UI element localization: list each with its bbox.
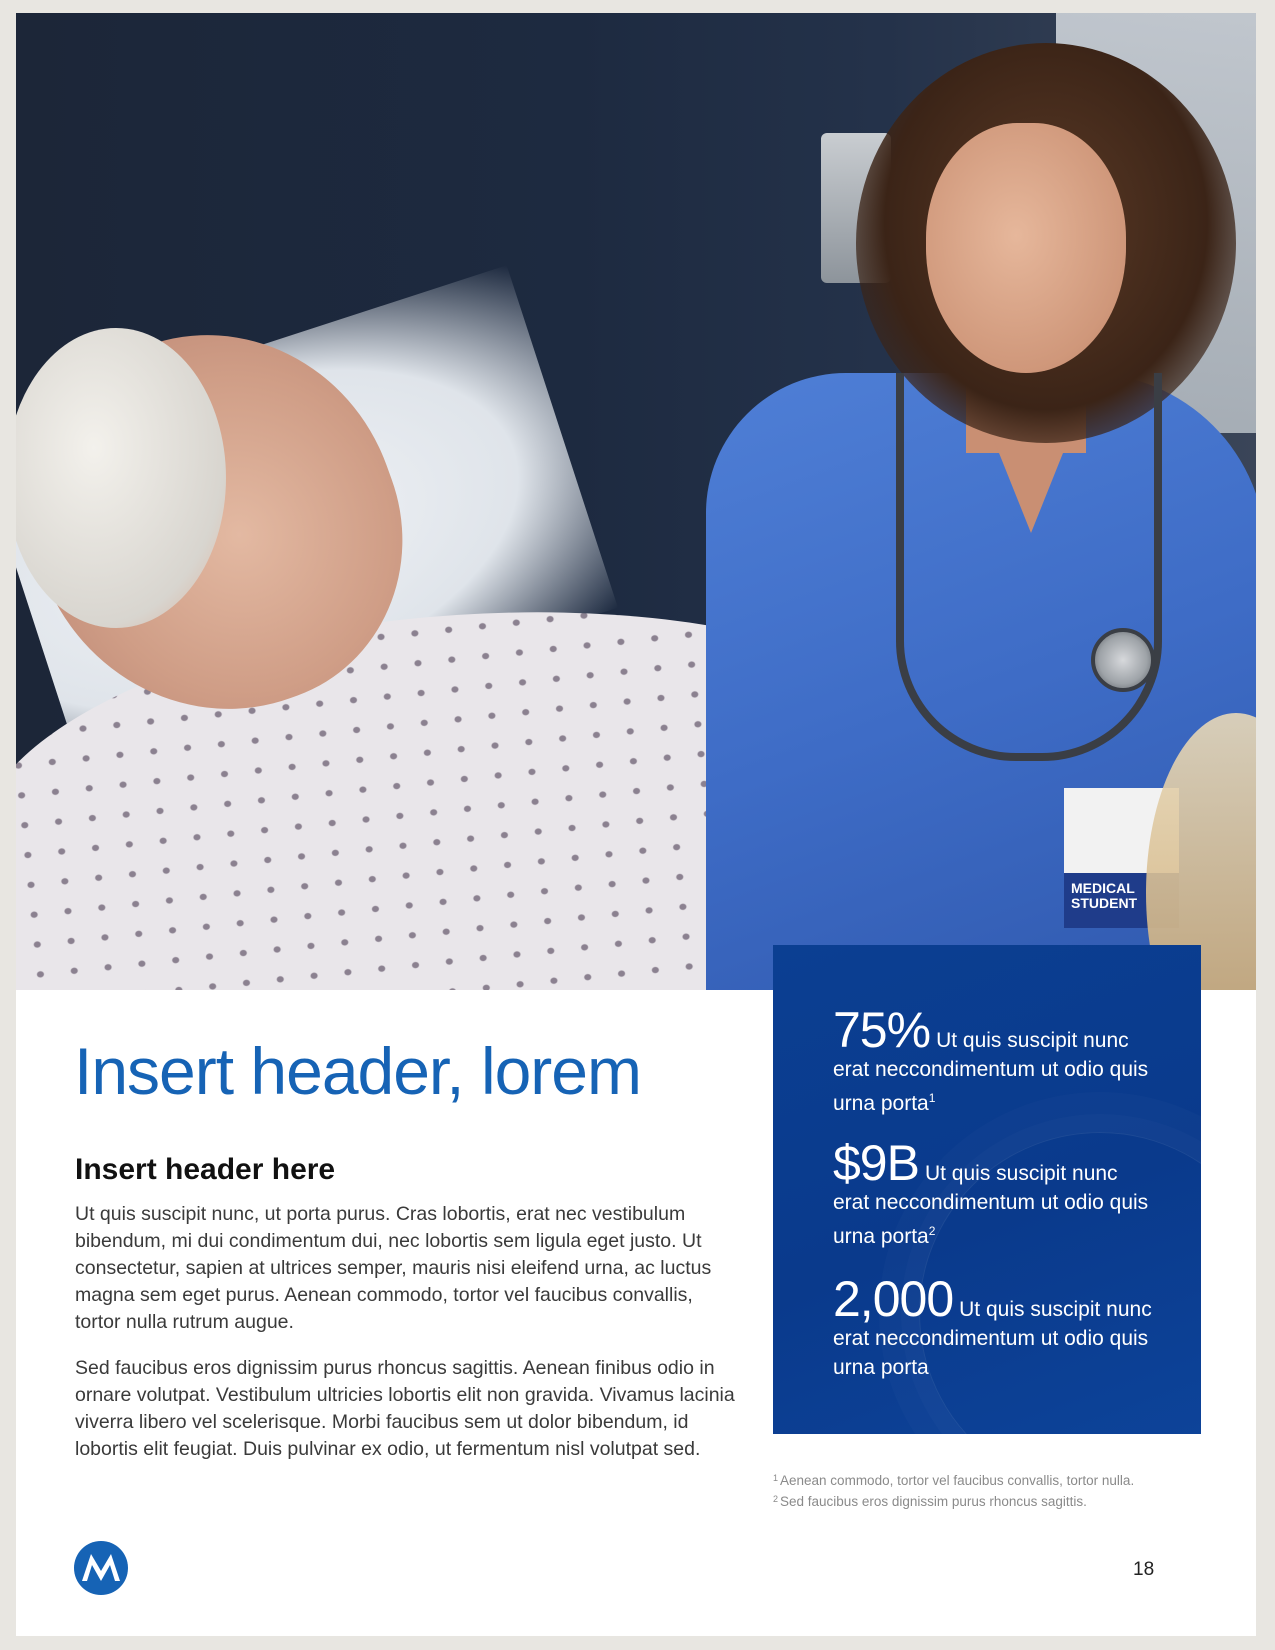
footnote-text: Aenean commodo, tortor vel faucibus convallis, tortor nulla. [780, 1473, 1135, 1488]
stat-value: 75% [833, 1002, 931, 1058]
stats-panel [773, 945, 1201, 1434]
footnote [773, 1469, 1134, 1490]
nurse-face [926, 123, 1126, 373]
patient-hair [16, 328, 226, 628]
footnote [773, 1490, 1134, 1511]
stat-text: Ut quis suscipit nunc erat neccondimentum ut odio quis urna porta [833, 1298, 1152, 1379]
footnotes [773, 1469, 1134, 1511]
stat-value: $9B [833, 1135, 919, 1191]
id-badge-text: MEDICAL STUDENT [1071, 880, 1138, 911]
body-paragraph: Ut quis suscipit nunc, ut porta purus. Cras lobortis, erat nec vestibulum bibendum, mi dui condimentum dui, nec lobortis sem ligula eget justo. Ut consectetur, sapien at ultrices semper, mauris nisi eleifend urna, ac luctus magna sem eget purus. Aenean commodo, tortor vel faucibus convallis, tortor nulla rutrum augue. [75, 1203, 712, 1333]
footnote-text: Sed faucibus eros dignissim purus rhoncus sagittis. [780, 1494, 1087, 1509]
page-number: 18 [1133, 1559, 1155, 1580]
stat-item [833, 1271, 1153, 1382]
body-paragraph: Sed faucibus eros dignissim purus rhoncus sagittis. Aenean finibus odio in ornare volutpat. Vestibulum ultricies lobortis elit non gravida. Vivamus lacinia viverra libero vel scelerisque. Morbi faucibus sem ut dolor bibendum, id lobortis elit feugiat. Duis pulvinar ex odio, ut fermentum nisl volutpat sed. [75, 1357, 735, 1460]
stat-value: 2,000 [833, 1271, 954, 1327]
stat-text: Ut quis suscipit nunc erat neccondimentum ut odio quis urna porta [833, 1162, 1149, 1248]
section-header: Insert header here [75, 1153, 336, 1186]
page [16, 13, 1256, 1636]
footnote-ref: 2 [928, 1224, 936, 1238]
hero-photo [16, 13, 1256, 990]
stat-item [833, 1002, 1153, 1118]
motorola-logo-icon [74, 1541, 128, 1595]
footnote-mark: 1 [773, 1473, 779, 1483]
page-title: Insert header, lorem [74, 1034, 641, 1108]
footnote-mark: 2 [773, 1494, 779, 1504]
stethoscope [896, 373, 1162, 761]
footnote-ref: 1 [928, 1091, 936, 1105]
stat-text: Ut quis suscipit nunc erat neccondimentum ut odio quis urna porta [833, 1029, 1149, 1115]
stethoscope-chestpiece [1091, 628, 1155, 692]
stat-item [833, 1135, 1153, 1251]
